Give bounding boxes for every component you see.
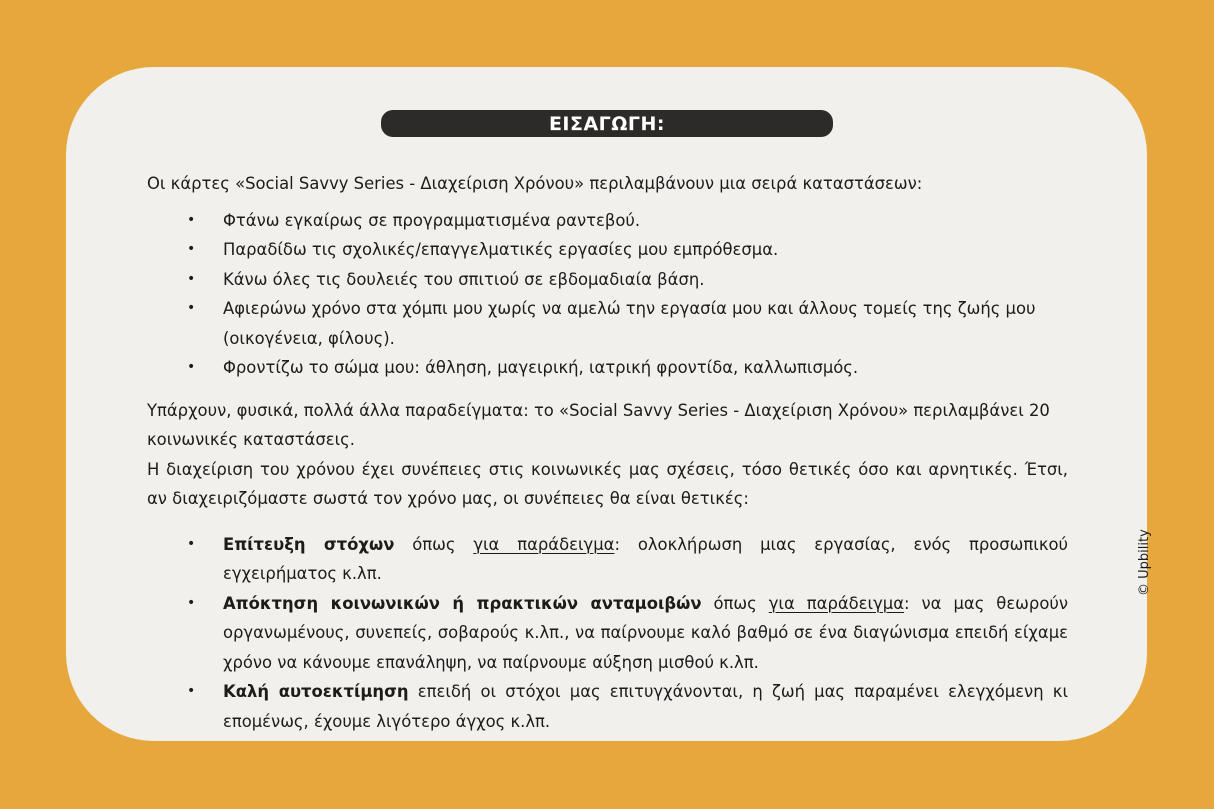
consequence-heading: Καλή αυτοεκτίμηση (223, 682, 409, 701)
bullet-icon: • (187, 683, 196, 699)
list-item: • Κάνω όλες τις δουλειές του σπιτιού σε εβδομαδιαία βάση. (147, 265, 1068, 295)
list-item: • Αφιερώνω χρόνο στα χόμπι μου χωρίς να αμελώ την εργασία μου και άλλους τομείς της ζωής μου (οικογένεια, φίλους). (147, 294, 1068, 353)
examples-paragraph: Υπάρχουν, φυσικά, πολλά άλλα παραδείγματα: το «Social Savvy Series - Διαχείριση Χρόνου» περιλαμβάνει 20 κοινωνικές καταστάσεις. (147, 400, 1050, 449)
consequence-heading: Επίτευξη στόχων (223, 534, 395, 554)
content-card (66, 67, 1147, 741)
intro-text: Οι κάρτες «Social Savvy Series - Διαχείριση Χρόνου» περιλαμβάνουν μια σειρά καταστάσεων: (147, 174, 923, 193)
example-label: για παράδειγμα (768, 593, 905, 613)
consequence-heading: Απόκτηση κοινωνικών ή πρακτικών ανταμοιβών (223, 593, 702, 613)
copyright-text: © Upbility (1137, 529, 1152, 596)
section-title (381, 110, 833, 137)
situations-list (147, 206, 1068, 383)
list-item: • Φτάνω εγκαίρως σε προγραμματισμένα ραντεβού. (147, 206, 1068, 236)
bullet-icon: • (187, 211, 196, 228)
list-item: • Καλή αυτοεκτίμηση επειδή οι στόχοι μας επιτυγχάνονται, η ζωή μας παραμένει ελεγχόμενη κι επομένως, έχουμε λιγότερο άγχος κ.λπ. (147, 677, 1068, 736)
consequences-list (147, 530, 1068, 737)
section-title-text: ΕΙΣΑΓΩΓΗ: (548, 112, 666, 135)
bullet-icon: • (187, 535, 196, 552)
bullet-icon: • (187, 300, 196, 316)
list-item: • Επίτευξη στόχων όπως για παράδειγμα: ολοκλήρωση μιας εργασίας, ενός προσωπικού εγχειρήματος κ.λπ. (147, 530, 1068, 589)
bullet-icon: • (187, 270, 196, 287)
consequences-paragraph: Η διαχείριση του χρόνου έχει συνέπειες στις κοινωνικές μας σχέσεις, τόσο θετικές όσο και αρνητικές. Έτσι, αν διαχειριζόμαστε σωστά τον χρόνο μας, οι συνέπειες θα είναι θετικές: (147, 459, 1068, 508)
card-body (147, 169, 1068, 736)
example-label: για παράδειγμα (473, 534, 615, 554)
bullet-icon: • (187, 594, 196, 611)
list-item: • Παραδίδω τις σχολικές/επαγγελματικές εργασίες μου εμπρόθεσμα. (147, 235, 1068, 265)
list-item: • Απόκτηση κοινωνικών ή πρακτικών ανταμοιβών όπως για παράδειγμα: να μας θεωρούν οργανωμένους, συνεπείς, σοβαρούς κ.λπ., να παίρνουμε καλό βαθμό σε ένα διαγώνισμα επειδή είχαμε χρόνο να κάνουμε επανάληψη, να παίρνουμε αύξηση μισθού κ.λπ. (147, 589, 1068, 678)
list-item: • Φροντίζω το σώμα μου: άθληση, μαγειρική, ιατρική φροντίδα, καλλωπισμός. (147, 353, 1068, 383)
bullet-icon: • (187, 359, 196, 375)
bullet-icon: • (187, 241, 196, 257)
